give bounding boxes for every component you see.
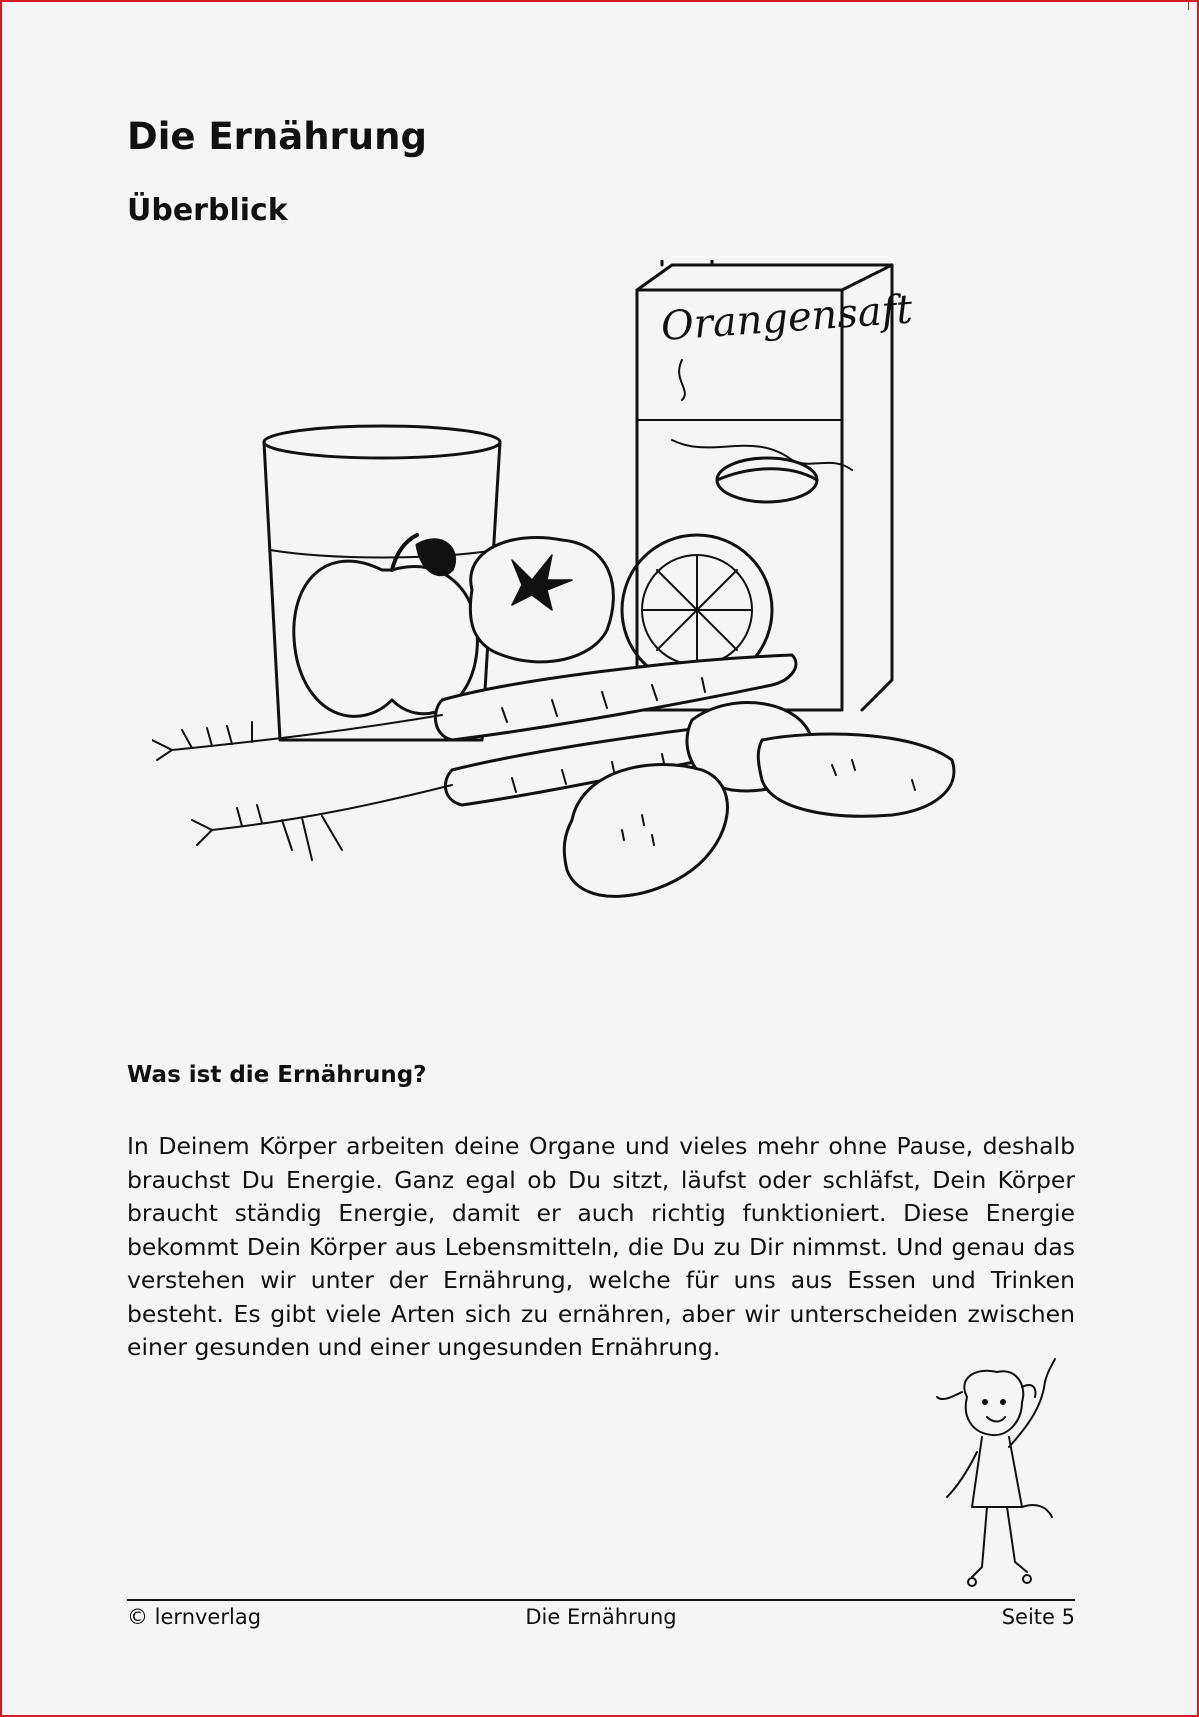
section-heading: Was ist die Ernährung? [127, 1062, 427, 1088]
footer-publisher: © lernverlag [127, 1605, 262, 1629]
footer-rule [127, 1599, 1075, 1601]
page-title: Die Ernährung [127, 115, 427, 158]
carton-label: Orangensaft [659, 286, 914, 350]
tomato-drawing [470, 537, 613, 661]
potatoes-drawing [564, 703, 954, 897]
footer-page-number: Seite 5 [1001, 1605, 1075, 1629]
footer-topic: Die Ernährung [525, 1605, 677, 1629]
apple-drawing [294, 535, 478, 716]
page-subtitle: Überblick [127, 193, 288, 228]
juice-carton-drawing [622, 260, 915, 710]
food-illustration [152, 260, 1052, 1000]
body-paragraph: In Deinem Körper arbeiten deine Organe und vieles mehr ohne Pause, deshalb brauchst Du Energie. Ganz egal ob Du sitzt, läufst oder schläfst, Dein Körper braucht ständig Energie, damit er auch richtig funktioniert. Diese Energie bekommt Dein Körper aus Lebensmitteln, die Du zu Dir nimmst. Und genau das verstehen wir unter der Ernährung, welche für uns aus Essen und Trinken besteht. Es gibt viele Arten sich zu ernähren, aber wir unterscheiden zwischen einer gesunden und einer ungesunden Ernährung. [127, 1132, 1075, 1361]
child-character-illustration [927, 1357, 1077, 1597]
crop-mark [1188, 2, 1189, 10]
